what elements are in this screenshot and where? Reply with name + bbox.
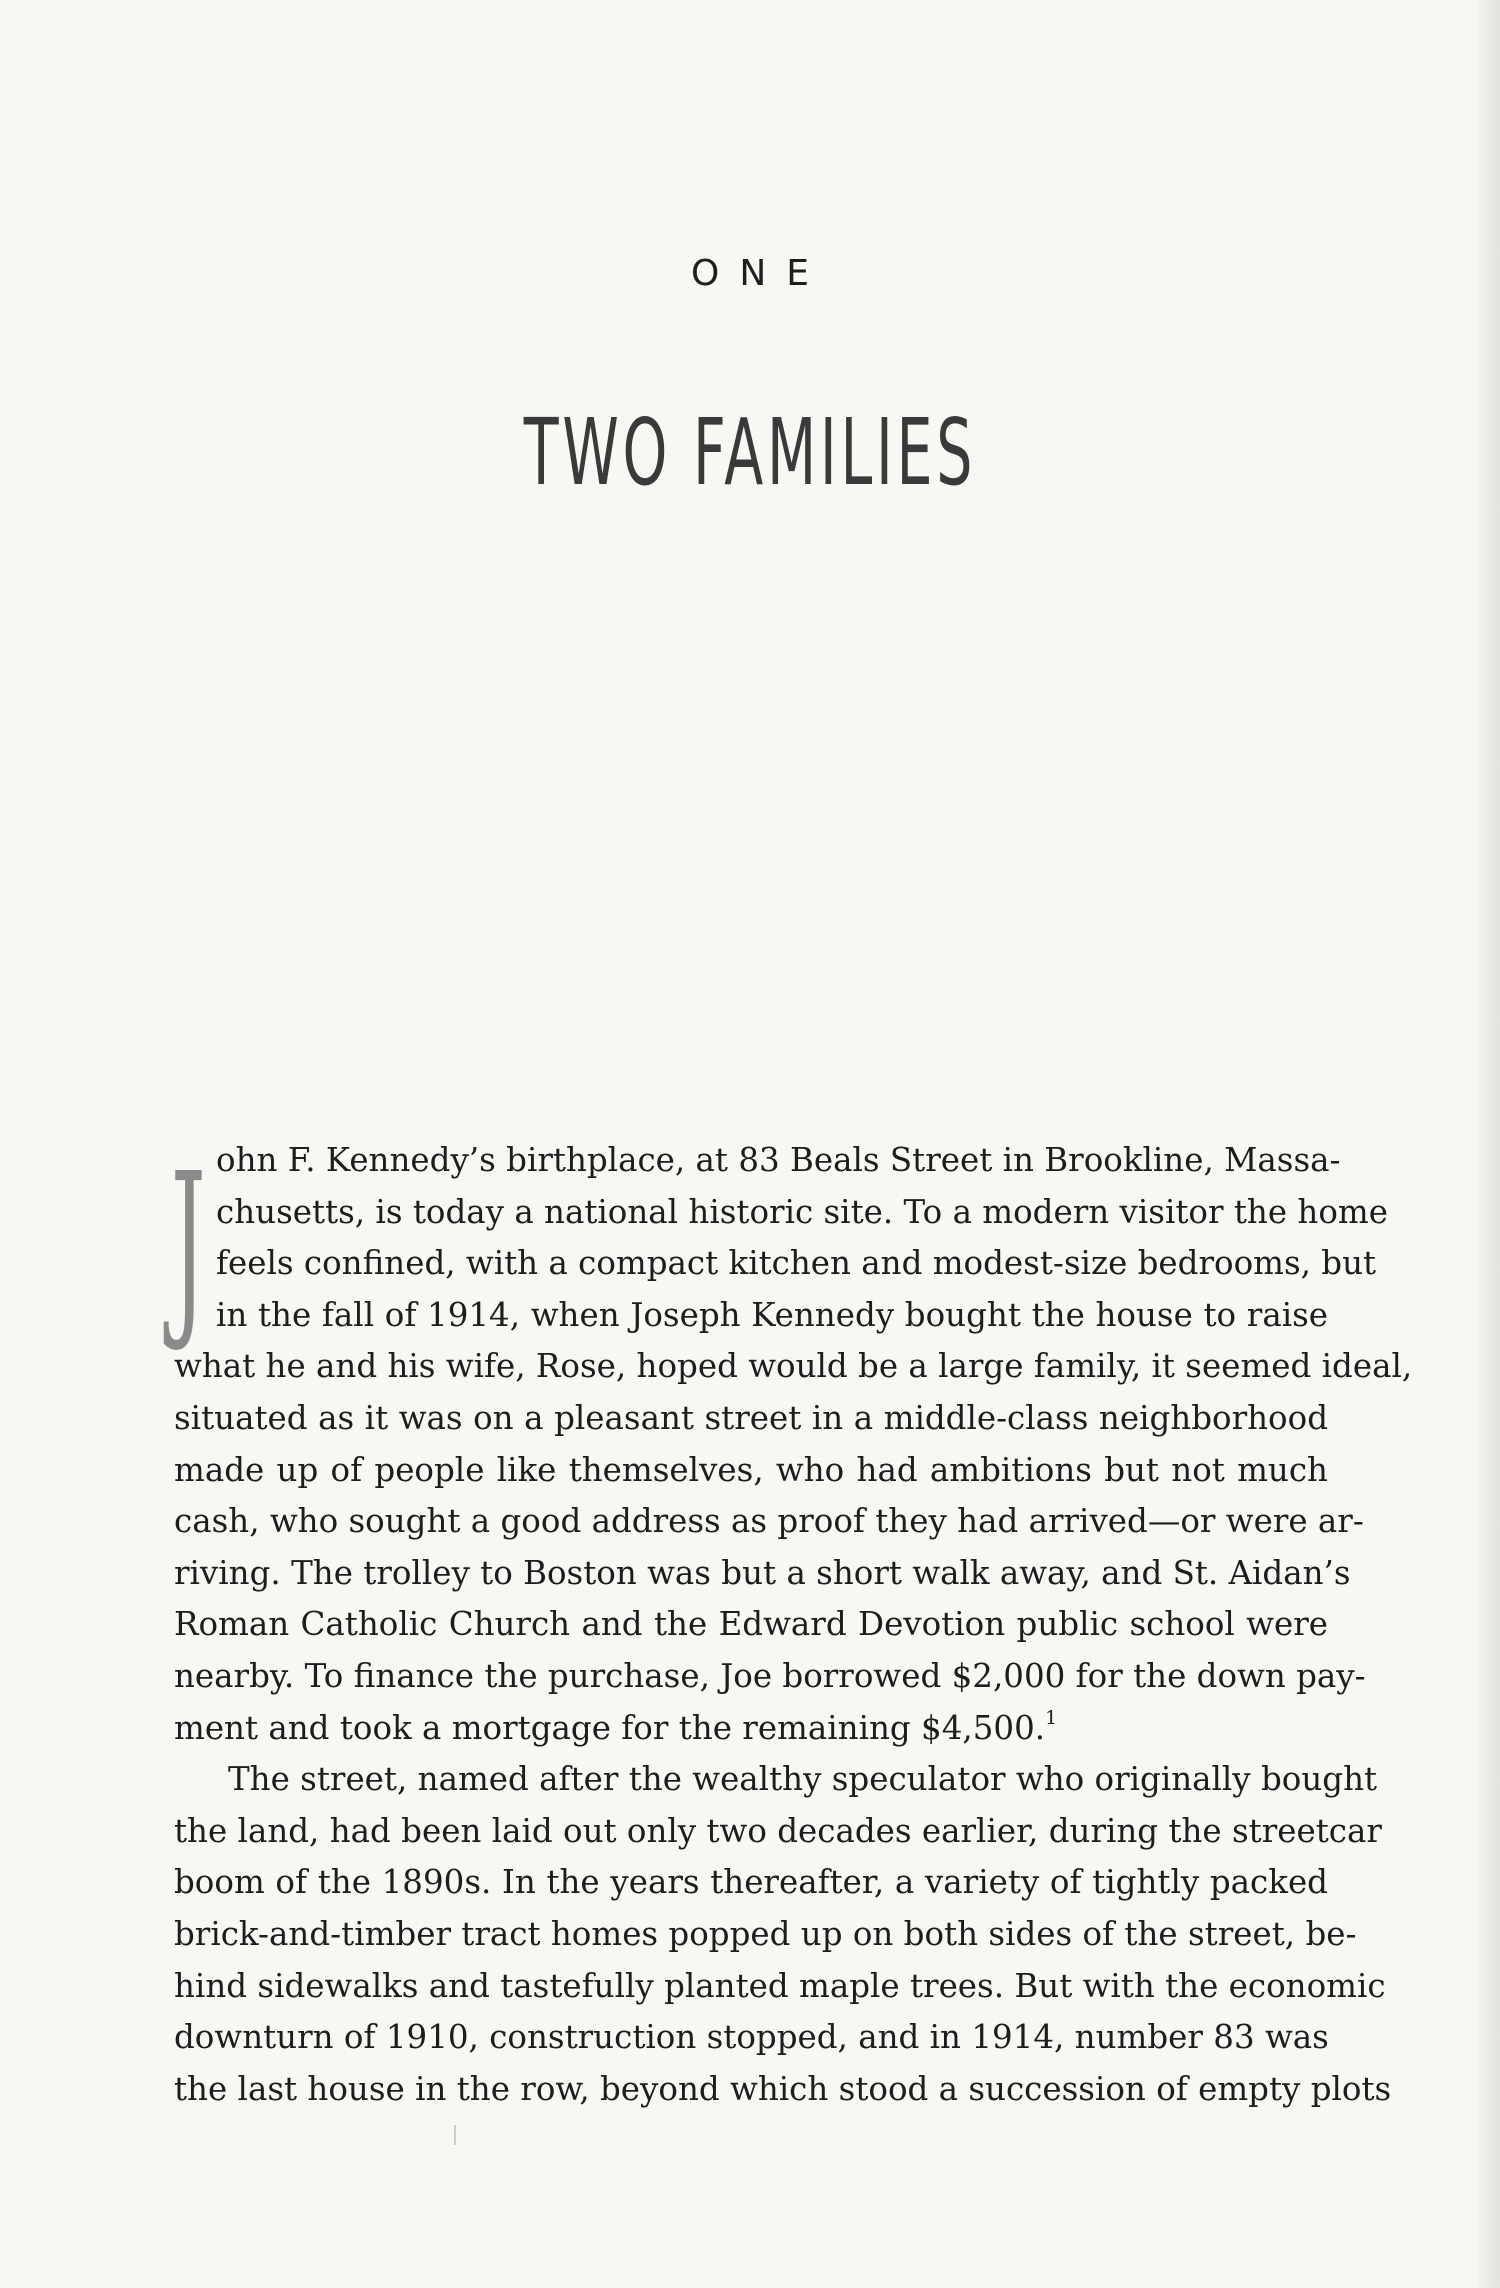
text-line: brick-and-timber tract homes popped up on both sides of the street, be- [174, 1914, 1357, 1953]
text-line: feels confined, with a compact kitchen and modest-size bedrooms, but [216, 1244, 1377, 1283]
drop-cap: J [171, 1133, 206, 1356]
text-line: riving. The trolley to Boston was but a short walk away, and St. Aidan’s [174, 1553, 1351, 1592]
text-line: made up of people like themselves, who had ambitions but not much [174, 1450, 1328, 1489]
scan-smudge [454, 2125, 456, 2145]
chapter-title: TWO FAMILIES [523, 399, 977, 506]
text-line: cash, who sought a good address as proof they had arrived—or were ar- [174, 1502, 1364, 1541]
text-line: The street, named after the wealthy speculator who originally bought [228, 1760, 1378, 1799]
text-line: situated as it was on a pleasant street in a middle-class neighborhood [174, 1398, 1328, 1437]
page-edge-shadow [1478, 0, 1500, 2288]
text-line: what he and his wife, Rose, hoped would be a large family, it seemed ideal, [174, 1347, 1413, 1386]
footnote-marker: 1 [1045, 1706, 1058, 1729]
text-line: chusetts, is today a national historic site. To a modern visitor the home [216, 1192, 1388, 1231]
text-line: the land, had been laid out only two decades earlier, during the streetcar [174, 1811, 1382, 1850]
text-line: downturn of 1910, construction stopped, and in 1914, number 83 was [174, 2018, 1329, 2057]
body-text [174, 1135, 1413, 2115]
text-line: nearby. To finance the purchase, Joe borrowed $2,000 for the down pay- [174, 1656, 1366, 1695]
chapter-number: ONE [690, 253, 829, 294]
text-line [174, 1703, 1328, 1755]
text-line: hind sidewalks and tastefully planted maple trees. But with the economic [174, 1966, 1386, 2005]
text-line: the last house in the row, beyond which stood a succession of empty plots [174, 2069, 1392, 2108]
text-line-content: ment and took a mortgage for the remaining $4,500. [174, 1708, 1046, 1747]
text-line: ohn F. Kennedy’s birthplace, at 83 Beals Street in Brookline, Massa- [216, 1141, 1341, 1179]
text-line: Roman Catholic Church and the Edward Devotion public school were [174, 1605, 1328, 1644]
text-line: in the fall of 1914, when Joseph Kennedy bought the house to raise [216, 1295, 1328, 1334]
text-line: boom of the 1890s. In the years thereafter, a variety of tightly packed [174, 1863, 1328, 1902]
